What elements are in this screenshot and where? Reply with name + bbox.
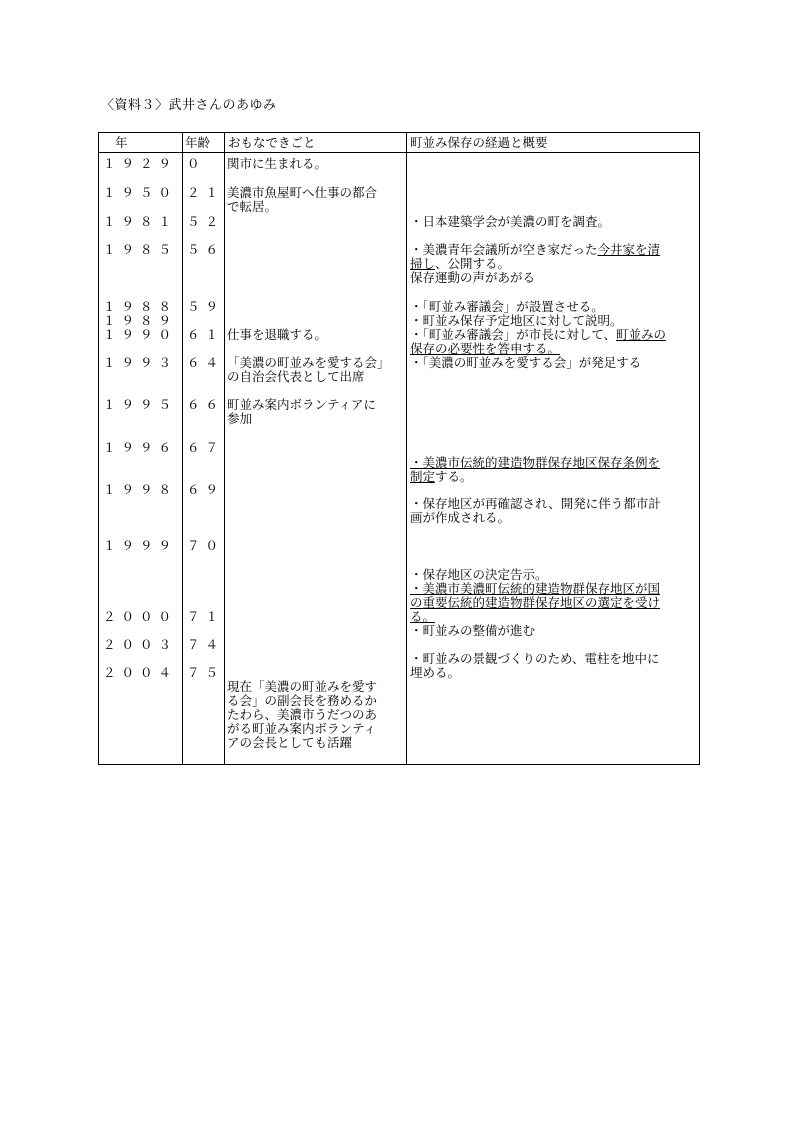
- history-text: ・「町並み審議会」が設置させる。: [410, 299, 604, 314]
- year-cell: １９５０: [103, 185, 178, 200]
- event-text: たわら、美濃市うだつのあ: [227, 707, 378, 722]
- event-text: 町並み案内ボランティアに: [227, 397, 377, 412]
- history-text: る。: [410, 609, 436, 624]
- history-segment: 、公開する。: [435, 256, 511, 271]
- year-cell: １９８９: [103, 313, 178, 328]
- chronology-table: [98, 132, 700, 765]
- year-cell: １９８５: [103, 242, 178, 257]
- event-text: で転居。: [227, 199, 278, 214]
- age-cell: ０: [187, 156, 206, 171]
- age-cell: ６６: [187, 397, 225, 412]
- year-cell: １９９０: [103, 327, 178, 342]
- history-text: ・日本建築学会が美濃の町を調査。: [410, 214, 611, 229]
- header-events: おもなできごと: [228, 135, 316, 150]
- header-year: 年: [115, 135, 128, 150]
- age-cell: ６９: [187, 482, 225, 497]
- history-segment: ・「町並み審議会」が市長に対して、: [410, 327, 617, 342]
- history-text: [410, 328, 666, 341]
- history-underlined: 制定: [410, 469, 436, 484]
- header-history: 町並み保存の経過と概要: [410, 135, 548, 150]
- age-cell: ７４: [187, 637, 225, 652]
- age-cell: ６７: [187, 440, 225, 455]
- age-cell: ５２: [187, 214, 225, 229]
- age-cell: ５６: [187, 242, 225, 257]
- year-cell: １９２９: [103, 156, 178, 171]
- history-underlined: 掃し: [410, 256, 436, 271]
- history-text: 保存運動の声があがる: [410, 270, 536, 285]
- column-divider: [224, 133, 225, 764]
- year-cell: １９８８: [103, 299, 178, 314]
- column-divider: [406, 133, 407, 764]
- age-cell: ７０: [187, 538, 225, 553]
- event-text: 仕事を退職する。: [227, 327, 328, 342]
- document-title: 〈資料３〉武井さんのあゆみ: [101, 98, 277, 113]
- age-cell: ５９: [187, 299, 225, 314]
- history-text: [410, 257, 510, 271]
- history-text: 埋める。: [410, 665, 461, 680]
- history-text: ・「美濃の町並みを愛する会」が発足する: [410, 355, 642, 370]
- history-text: 保存の必要性を答申する。: [410, 341, 561, 356]
- history-text: ・保存地区の決定告示。: [410, 567, 548, 582]
- history-text: 画が作成される。: [410, 510, 511, 525]
- history-text: ・町並みの景観づくりのため、電柱を地中に: [410, 651, 660, 666]
- year-cell: １９９９: [103, 538, 178, 553]
- year-cell: ２００４: [103, 665, 178, 680]
- event-text: アの会長としても活躍: [227, 735, 353, 750]
- year-cell: ２０００: [103, 609, 178, 624]
- age-cell: ７５: [187, 665, 225, 680]
- history-text: ・美濃市伝統的建造物群保存地区保存条例を: [410, 455, 661, 470]
- column-divider: [182, 133, 183, 764]
- history-text: ・美濃市美濃町伝統的建造物群保存地区が国: [410, 581, 661, 596]
- event-text: がる町並み案内ボランティ: [227, 721, 377, 736]
- history-underlined: 今井家を清: [597, 242, 661, 257]
- header-divider: [99, 152, 699, 153]
- header-age: 年齢: [185, 135, 211, 150]
- event-text: 美濃市魚屋町へ仕事の都合: [227, 185, 378, 200]
- history-underlined: 町並みの: [616, 327, 667, 342]
- history-text: [410, 243, 660, 257]
- event-text: の自治会代表として出席: [227, 369, 365, 384]
- year-cell: ２００３: [103, 637, 178, 652]
- year-cell: １９９５: [103, 397, 178, 412]
- age-cell: ７１: [187, 609, 225, 624]
- year-cell: １９８１: [103, 214, 178, 229]
- year-cell: １９９６: [103, 440, 178, 455]
- year-cell: １９９３: [103, 355, 178, 370]
- history-segment: ・美濃青年会議所が空き家だった: [410, 242, 598, 257]
- history-segment: する。: [435, 469, 473, 484]
- event-text: 現在「美濃の町並みを愛す: [227, 679, 378, 694]
- history-text: ・保存地区が再確認され、開発に伴う都市計: [410, 496, 661, 511]
- event-text: 参加: [227, 411, 253, 426]
- history-text: の重要伝統的建造物群保存地区の選定を受け: [410, 595, 661, 610]
- history-text: ・町並み保存予定地区に対して説明。: [410, 313, 623, 328]
- event-text: 「美濃の町並みを愛する会」: [227, 355, 390, 370]
- age-cell: ６４: [187, 355, 225, 370]
- event-text: 関市に生まれる。: [227, 156, 328, 171]
- history-text: ・町並みの整備が進む: [410, 623, 536, 638]
- age-cell: ２１: [187, 185, 225, 200]
- age-cell: ６１: [187, 327, 225, 342]
- event-text: る会」の副会長を務めるか: [227, 693, 378, 708]
- history-text: [410, 470, 473, 484]
- year-cell: １９９８: [103, 482, 178, 497]
